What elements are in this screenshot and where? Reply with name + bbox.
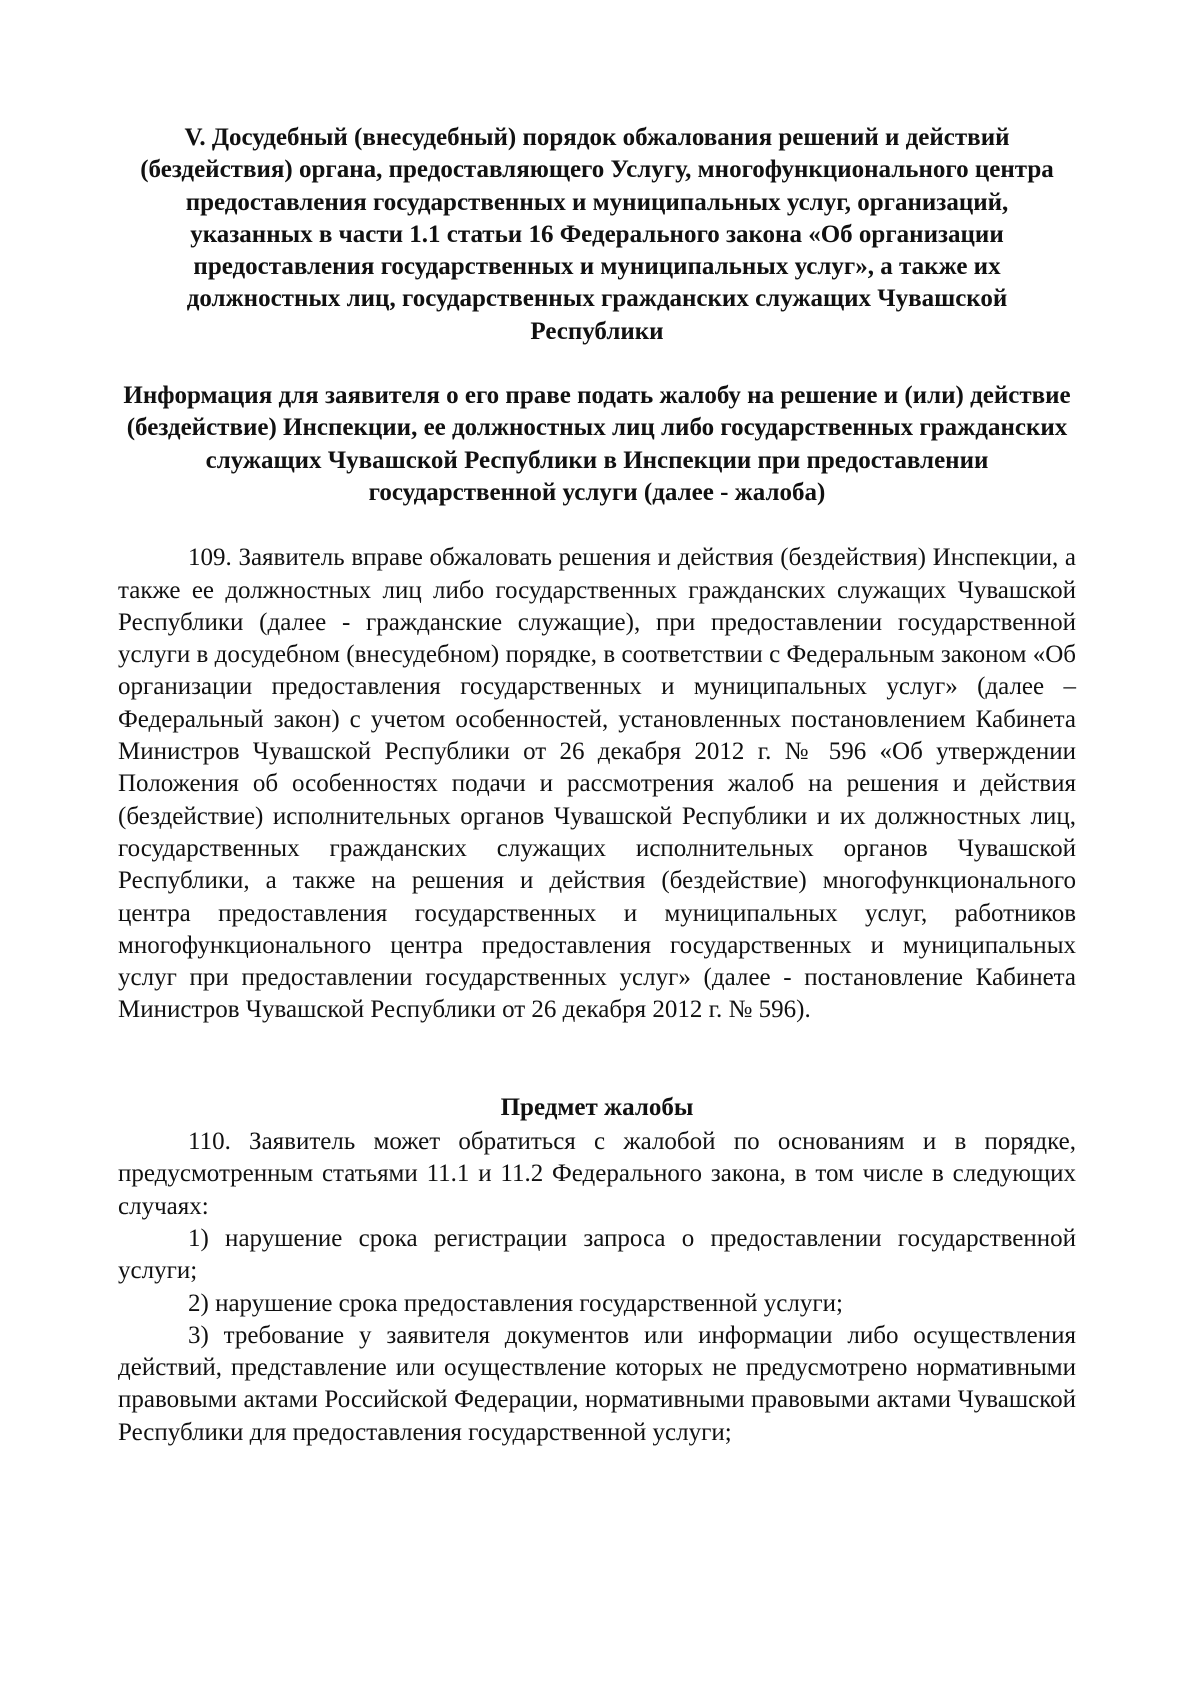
document-body [118,122,1076,1449]
paragraph-109: 109. Заявитель вправе обжаловать решения и действия (бездействия) Инспекции, а также ее должностных лиц либо государственных гражданских служащих Чувашской Республики (далее - гражданские служащие), при предоставлении государственной услуги в досудебном (внесудебном) порядке, в соответствии с Федеральным законом «Об организации предоставления государственных и муниципальных услуг» (далее – Федеральный закон) с учетом особенностей, установленных постановлением Кабинета Министров Чувашской Республики от 26 декабря 2012 г. № 596 «Об утверждении Положения об особенностях подачи и рассмотрения жалоб на решения и действия (бездействие) исполнительных органов Чувашской Республики и их должностных лиц, государственных гражданских служащих исполнительных органов Чувашской Республики, а также на решения и действия (бездействие) многофункционального центра предоставления государственных и муниципальных услуг, работников многофункционального центра предоставления государственных и муниципальных услуг при предоставлении государственных услуг» (далее - постановление Кабинета Министров Чувашской Республики от 26 декабря 2012 г. № 596). [118,544,1076,1024]
paragraph-110: 110. Заявитель может обратиться с жалобой по основаниям и в порядке, предусмотренным статьями 11.1 и 11.2 Федерального закона, в том числе в следующих случаях: [118,1128,1076,1220]
list-item: 3) требование у заявителя документов или информации либо осуществления действий, представление или осуществление которых не предусмотрено нормативными правовыми актами Российской Федерации, нормативными правовыми актами Чувашской Республики для предоставления государственной услуги; [118,1321,1076,1446]
subsection-heading: Информация для заявителя о его праве подать жалобу на решение и (или) действие (бездействие) Инспекции, ее должностных лиц либо государственных гражданских служащих Чувашской Республики в Инспекции при предоставлении государственной услуги (далее - жалоба) [123,382,1071,506]
list-item: 1) нарушение срока регистрации запроса о предоставлении государственной услуги; [118,1224,1076,1285]
section-title: Предмет жалобы [500,1093,694,1121]
list-item: 2) нарушение срока предоставления государственной услуги; [188,1289,843,1317]
chapter-heading: V. Досудебный (внесудебный) порядок обжалования решений и действий (бездействия) органа, предоставляющего Услугу, многофункционального центра предоставления государственных и муниципальных услуг, организаций, указанных в части 1.1 статьи 16 Федерального закона «Об организации предоставления государственных и муниципальных услуг», а также их должностных лиц, государственных гражданских служащих Чувашской Республики [140,124,1054,345]
